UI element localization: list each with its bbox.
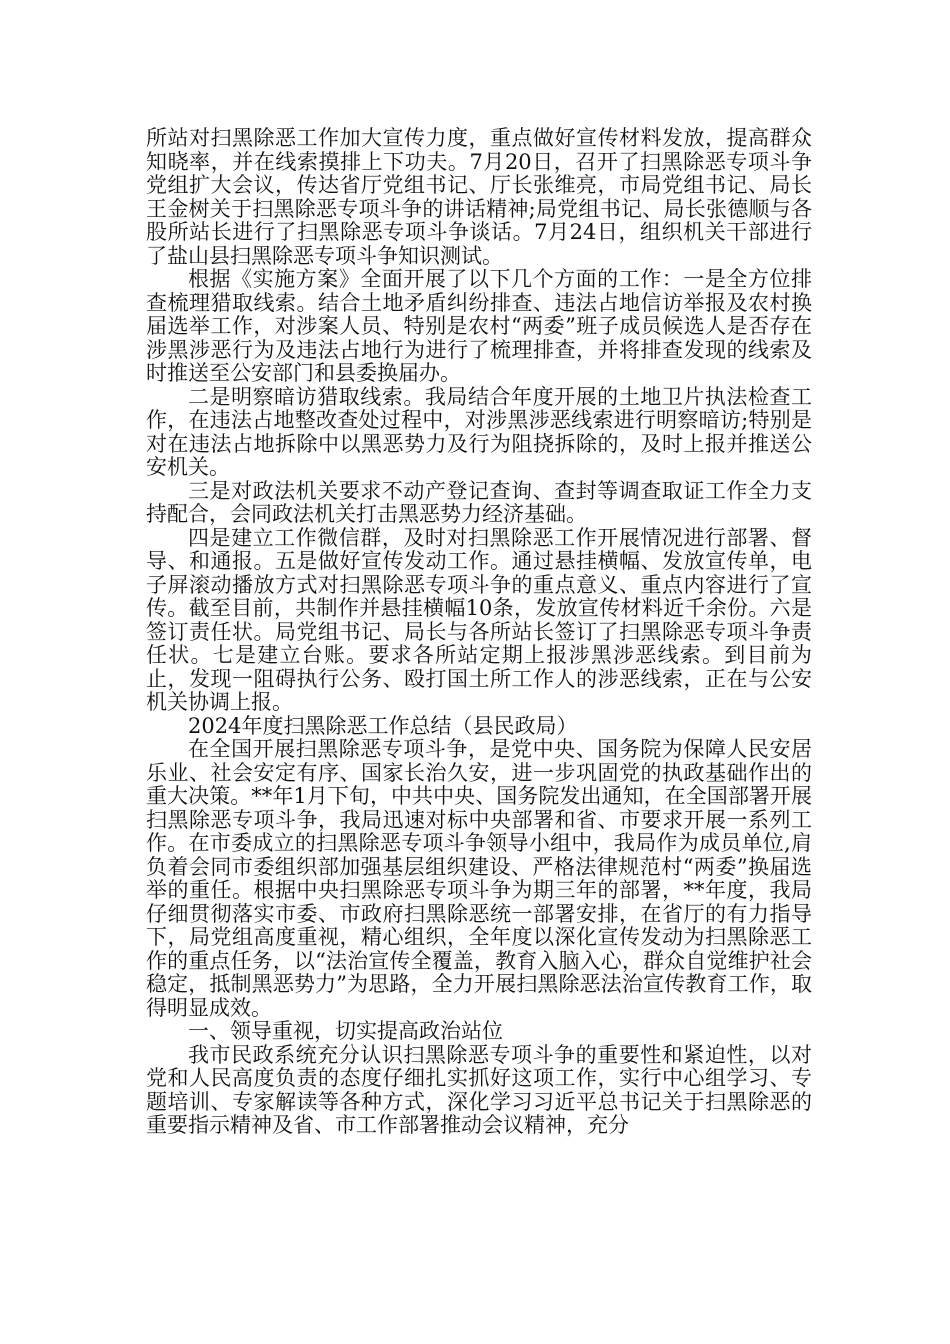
paragraph-civil-system: 我市民政系统充分认识扫黑除恶专项斗争的重要性和紧迫性，以对党和人民高度负责的态度仔细扎实抓好这项工作，实行中心组学习、专题培训、专家解读等各种方式，深化学习习近平总书记关于扫黑除恶的重要指示精神及省、市工作部署推动会议精神，充分 bbox=[146, 1042, 812, 1137]
heading-leadership: 一、领导重视，切实提高政治站位 bbox=[188, 1019, 503, 1043]
paragraph-support-judicial: 三是对政法机关要求不动产登记查询、查封等调查取证工作全力支持配合，会同政法机关打击黑恶势力经济基础。 bbox=[146, 478, 812, 526]
paragraph-continuation: 所站对扫黑除恶工作加大宣传力度，重点做好宣传材料发放，提高群众知晓率，并在线索摸排上下功夫。7月20日，召开了扫黑除恶专项斗争党组扩大会议，传达省厅党组书记、厅长张维亮，市局党组书记、局长王金树关于扫黑除恶专项斗争的讲话精神;局党组书记、局长张德顺与各股所站长进行了扫黑除恶专项斗争谈话。7月24日，组织机关干部进行了盐山县扫黑除恶专项斗争知识测试。 bbox=[146, 126, 812, 268]
document-body bbox=[146, 127, 812, 1138]
paragraph-investigation: 二是明察暗访猎取线索。我局结合年度开展的土地卫片执法检查工作，在违法占地整改查处过程中，对涉黑涉恶线索进行明察暗访;特别是对在违法占地拆除中以黑恶势力及行为阻挠拆除的，及时上报并推送公安机关。 bbox=[146, 384, 812, 479]
section-title-civil-affairs: 2024年度扫黑除恶工作总结（县民政局） bbox=[188, 713, 578, 738]
paragraph-implementation-plan: 根据《实施方案》全面开展了以下几个方面的工作：一是全方位排查梳理猎取线索。结合土地矛盾纠纷排查、违法占地信访举报及农村换届选举工作，对涉案人员、特别是农村“两委”班子成员候选人是否存在涉黑涉恶行为及违法占地行为进行了梳理排查，并将排查发现的线索及时推送至公安部门和县委换届办。 bbox=[146, 267, 812, 385]
paragraph-national-campaign: 在全国开展扫黑除恶专项斗争，是党中央、国务院为保障人民安居乐业、社会安定有序、国家长治久安，进一步巩固党的执政基础作出的重大决策。**年1月下旬，中共中央、国务院发出通知，在全国部署开展扫黑除恶专项斗争，我局迅速对标中央部署和省、市要求开展一系列工作。在市委成立的扫黑除恶专项斗争领导小组中，我局作为成员单位,肩负着会同市委组织部加强基层组织建设、严格法律规范村“两委”换届选举的重任。根据中央扫黑除恶专项斗争为期三年的部署，**年度，我局仔细贯彻落实市委、市政府扫黑除恶统一部署安排，在省厅的有力指导下，局党组高度重视，精心组织，全年度以深化宣传发动为扫黑除恶工作的重点任务，以“法治宣传全覆盖，教育入脑入心，群众自觉维护社会稳定，抵制黑恶势力”为思路，全力开展扫黑除恶法治宣传教育工作，取得明显成效。 bbox=[146, 737, 812, 1020]
paragraph-wechat-group: 四是建立工作微信群，及时对扫黑除恶工作开展情况进行部署、督导、和通报。五是做好宣传发动工作。通过悬挂横幅、发放宣传单，电子屏滚动播放方式对扫黑除恶专项斗争的重点意义、重点内容进行了宣传。截至目前，共制作并悬挂横幅10条，发放宣传材料近千余份。六是签订责任状。局党组书记、局长与各所站长签订了扫黑除恶专项斗争责任状。七是建立台账。要求各所站定期上报涉黑涉恶线索。到目前为止，发现一阻碍执行公务、殴打国土所工作人的涉恶线索，正在与公安机关协调上报。 bbox=[146, 525, 812, 714]
